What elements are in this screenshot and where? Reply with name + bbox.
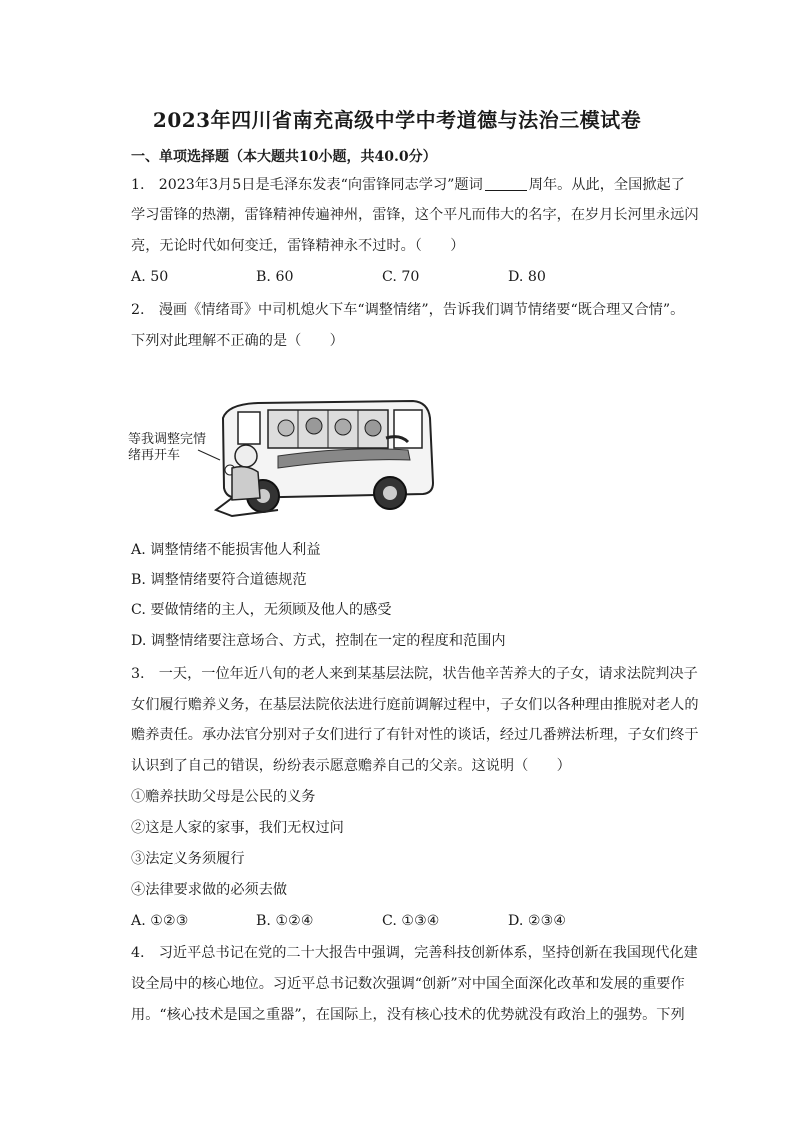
q3-statement-1: ①赡养扶助父母是公民的义务 [131,789,316,805]
q2-line-1: 2. 漫画《情绪哥》中司机熄火下车“调整情绪”，告诉我们调节情绪要“既合理又合情”。 [131,302,685,318]
q1-line-3: 亮，无论时代如何变迁，雷锋精神永不过时。（ ） [131,238,465,254]
q2-option-d: D. 调整情绪要注意场合、方式，控制在一定的程度和范围内 [131,633,506,649]
q3-statement-3: ③法定义务须履行 [131,851,245,867]
q4-line-2: 设全局中的核心地位。习近平总书记数次强调“创新”对中国全面深化改革和发展的重要作 [131,976,685,992]
q3-line-4: 认识到了自己的错误，纷纷表示愿意赡养自己的父亲。这说明（ ） [131,758,571,774]
q3-line-3: 赡养责任。承办法官分别对子女们进行了有针对性的谈话，经过几番辨法析理，子女们终于 [131,727,699,743]
section-heading: 一、单项选择题（本大题共10小题，共40.0分） [131,149,437,165]
q1-option-a: A. 50 [131,269,169,285]
q4-line-3: 用。“核心技术是国之重器”，在国际上，没有核心技术的优势就没有政治上的强势。下列 [131,1007,685,1023]
q1-text-b: 周年。从此，全国掀起了 [528,177,685,193]
q1-option-b: B. 60 [256,269,294,285]
q2-option-c: C. 要做情绪的主人，无须顾及他人的感受 [131,602,392,618]
q2-option-b: B. 调整情绪要符合道德规范 [131,572,307,588]
q1-option-d: D. 80 [508,269,546,285]
cartoon-caption: 等我调整完情绪再开车 [128,432,207,463]
q4-line-1: 4. 习近平总书记在党的二十大报告中强调，完善科技创新体系，坚持创新在我国现代化建 [131,945,698,961]
answer-blank [485,176,527,191]
q3-option-b: B. ①②④ [256,913,314,929]
q1-text-a: 1. 2023年3月5日是毛泽东发表“向雷锋同志学习”题词 [131,177,483,193]
q3-statement-2: ②这是人家的家事，我们无权过问 [131,820,344,836]
q1-option-c: C. 70 [382,269,420,285]
q2-line-2: 下列对此理解不正确的是（ ） [131,333,344,349]
bus-cartoon-image [128,398,438,528]
q3-option-d: D. ②③④ [508,913,567,929]
q3-statement-4: ④法律要求做的必须去做 [131,882,288,898]
q3-line-2: 女们履行赡养义务，在基层法院依法进行庭前调解过程中，子女们以各种理由推脱对老人的 [131,697,699,713]
q3-option-c: C. ①③④ [382,913,440,929]
q1-line-2: 学习雷锋的热潮，雷锋精神传遍神州，雷锋，这个平凡而伟大的名字，在岁月长河里永远闪 [131,207,699,223]
q3-line-1: 3. 一天，一位年近八旬的老人来到某基层法院，状告他辛苦养大的子女，请求法院判决子 [131,666,698,682]
page-title: 2023年四川省南充高级中学中考道德与法治三模试卷 [152,108,642,132]
q3-option-a: A. ①②③ [131,913,189,929]
q1-line-1 [131,175,685,195]
q2-option-a: A. 调整情绪不能损害他人利益 [131,542,321,558]
